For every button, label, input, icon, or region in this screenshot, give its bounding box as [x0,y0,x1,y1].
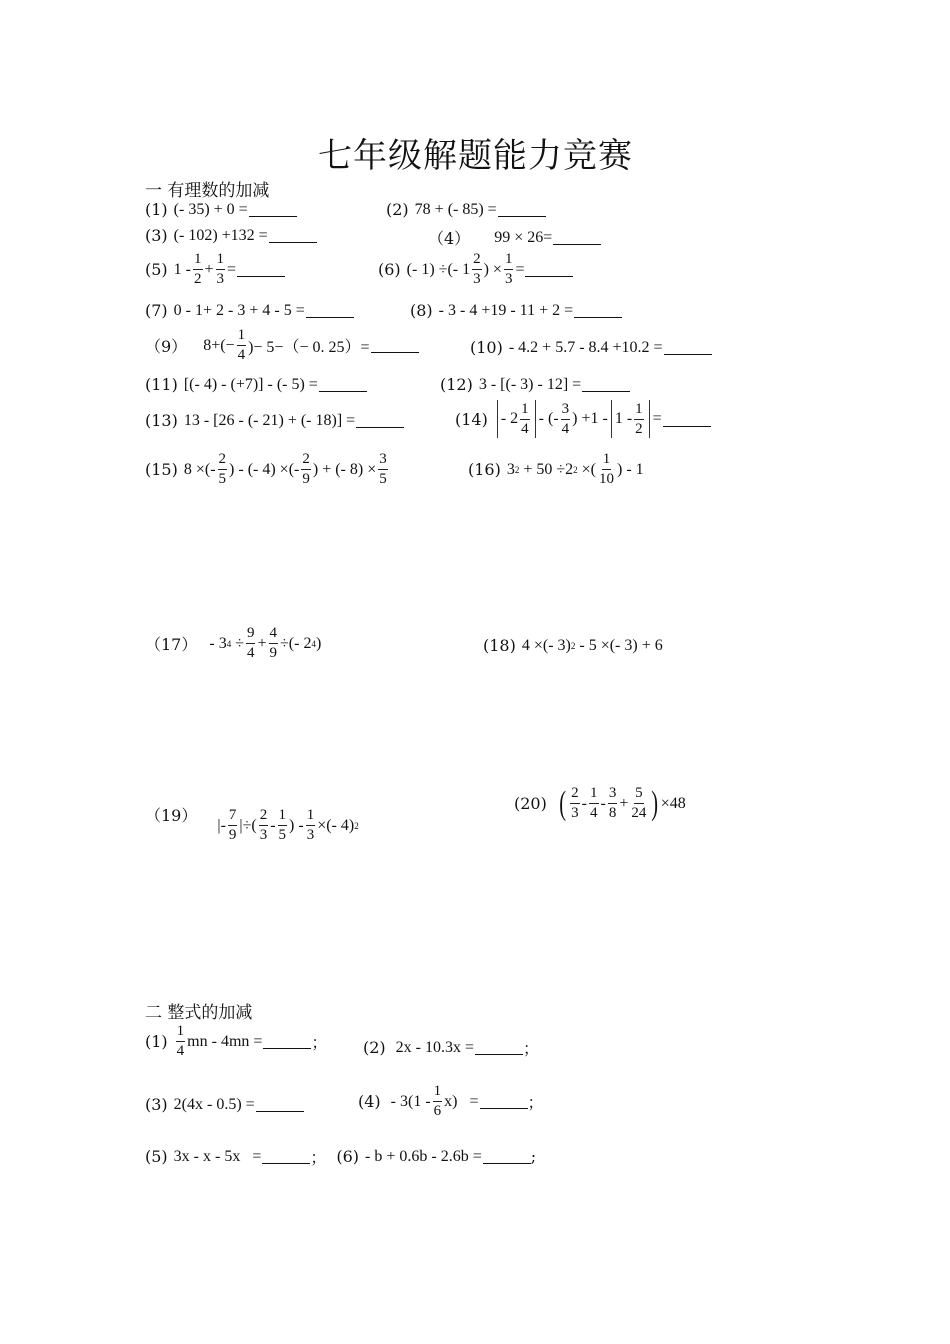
expr-part: - 3 [209,634,227,652]
problem-1-9 [145,328,419,363]
problem-expression [217,808,358,843]
problem-1-20 [514,786,686,821]
problem-expression: (- 35) + 0 = [173,200,248,218]
expr-part: 3 [506,460,515,478]
problem-number: (4) [358,1092,381,1111]
problem-1-7 [145,301,354,320]
denominator: 2 [194,271,202,287]
denominator: 3 [571,805,579,821]
denominator: 4 [561,420,570,437]
problem-2-2 [363,1036,539,1059]
problem-number: (1) [145,200,168,219]
numerator: 1 [278,808,288,826]
expr-part: 8 ×(- [183,460,216,478]
expr-part: 8+(− [203,336,235,354]
expr-part: x) = [444,1092,479,1110]
problem-number: (1) [145,1032,168,1051]
problem-expression: 3 - [(- 3) - 12] = [478,375,582,393]
expr-part: 1 - [173,260,191,278]
expr-part: = [652,410,662,427]
exponent: 4 [226,638,232,649]
problem-number: （9） [145,337,188,356]
problem-number: (12) [440,375,473,394]
problem-number: (7) [145,301,168,320]
problem-1-18 [483,636,663,655]
numerator: 7 [228,808,238,826]
fraction [634,402,644,437]
operator: - [600,794,606,812]
numerator: 1 [520,402,530,420]
problem-1-5 [145,252,285,287]
denominator: 9 [302,471,310,487]
expr-part: 4 ×(- 3) [521,636,571,654]
problem-1-2 [386,200,546,219]
numerator: 1 [504,252,514,270]
denominator: 3 [216,271,225,287]
problem-number: （17） [145,635,198,654]
fraction [269,626,279,661]
operator: + [619,794,629,812]
expr-part: ) - [289,816,304,834]
abs-bar [649,400,650,438]
denominator: 9 [228,827,237,843]
numerator: 2 [301,452,311,470]
problem-number: (14) [455,409,488,429]
expr-part: - 3(1 - [390,1092,431,1110]
problem-1-17 [145,626,321,661]
problem-expression [203,328,369,363]
problem-expression: (- 102) +132 = [173,226,268,244]
answer-blank[interactable] [475,1040,523,1055]
problem-number: (16) [468,460,501,479]
denominator: 3 [473,271,481,287]
numerator: 1 [433,1084,443,1102]
expr-part: |- [217,816,226,834]
problem-expression: 0 - 1+ 2 - 3 + 4 - 5 = [173,301,305,319]
denominator: 5 [218,471,227,487]
problem-2-4 [358,1084,544,1119]
problem-1-6 [378,252,573,287]
answer-blank[interactable] [256,1097,304,1112]
problem-expression: 2(4x - 0.5) = [173,1095,255,1113]
problem-expression: 13 - [26 - (- 21) + (- 18)] = [183,411,356,429]
problem-expression [184,452,390,487]
denominator: 24 [631,805,647,821]
expr-part: ÷ [235,634,244,652]
exponent: 2 [573,464,578,475]
denominator: 6 [433,1103,442,1119]
answer-blank[interactable] [664,340,712,355]
separator: ； [310,1148,327,1167]
expr-part: - (- [538,410,559,427]
expr-part: ÷(- 2 [280,634,312,652]
denominator: 9 [269,645,278,661]
section-heading-polynomial: 二 整式的加减 [145,1003,253,1023]
fraction [228,808,238,843]
numerator: 1 [176,1024,186,1042]
denominator: 3 [504,271,513,287]
numerator: 2 [218,452,228,470]
problem-number: (13) [145,411,178,430]
expr-part: + [257,634,267,652]
section-heading-rational: 一 有理数的加减 [145,181,270,201]
expr-part: ) +1 - [572,410,608,427]
fraction [589,786,599,821]
answer-blank[interactable] [574,303,622,318]
denominator: 5 [379,471,387,487]
problem-number: (11) [145,375,178,394]
problem-expression: 78 + (- 85) = [414,200,497,218]
problem-expression: 3x - x - 5x = [173,1147,262,1165]
fraction [504,252,514,287]
fraction [193,252,203,287]
problem-number: (5) [145,260,168,279]
numerator: 9 [246,626,256,644]
problem-number: (3) [145,1095,168,1114]
expr-part: ) × [483,260,502,278]
problem-1-16 [468,452,644,487]
expr-part: - 5 ×(- 3) + 6 [579,636,663,654]
fraction [218,452,228,487]
answer-blank[interactable] [237,262,285,277]
expr-part: ×( [581,460,597,478]
problem-expression [407,252,525,287]
problem-expression: - 3 - 4 +19 - 11 + 2 = [438,301,574,319]
abs-bar [535,400,536,438]
numerator: 3 [561,402,571,420]
fraction [608,786,618,821]
problem-2-5 [145,1145,536,1168]
denominator: 4 [176,1043,185,1059]
problem-number: (3) [145,226,168,245]
numerator: 1 [216,252,226,270]
separator: ； [527,1093,544,1112]
problem-number: （19） [145,806,198,825]
left-paren: ( [559,784,566,822]
problem-1-10 [470,338,712,357]
denominator: 4 [521,420,529,437]
denominator: 4 [246,645,255,661]
problem-1-13 [145,411,404,430]
answer-blank[interactable] [483,1149,531,1164]
expr-part: )− 5−（− 0. 25）= [248,339,370,356]
fraction [216,252,226,287]
fraction [306,808,316,843]
exponent: 4 [311,638,316,649]
numerator: 1 [306,808,316,826]
expr-part: = [227,260,237,278]
problem-number: (2) [386,200,409,219]
fraction [472,252,482,287]
abs-bar [497,400,498,438]
expr-part: - 2 [500,410,519,427]
fraction [259,808,269,843]
answer-blank[interactable] [356,413,404,428]
answer-blank[interactable] [480,1094,528,1109]
denominator: 3 [306,827,315,843]
problem-1-15 [145,452,390,487]
problem-number: (18) [483,636,516,655]
fraction [433,1084,443,1119]
fraction [246,626,256,661]
problem-expression [209,626,321,661]
problem-expression: - 4.2 + 5.7 - 8.4 +10.2 = [508,338,663,356]
problem-expression [557,786,686,821]
right-paren: ) [651,784,659,822]
fraction [237,328,247,363]
numerator: 3 [378,452,388,470]
problem-1-3 [145,226,317,245]
answer-blank[interactable] [498,202,546,217]
answer-blank[interactable] [582,377,630,392]
denominator: 8 [608,805,617,821]
answer-blank[interactable] [663,412,711,427]
answer-blank[interactable] [249,202,297,217]
problem-expression [522,637,663,655]
problem-1-19 [145,786,359,843]
expr-part: - [270,816,276,834]
expr-part: ) + (- 8) × [312,460,377,478]
operator: - [581,794,587,812]
fraction [301,452,311,487]
answer-blank[interactable] [319,377,367,392]
problem-expression [174,252,236,287]
fraction [278,808,288,843]
problem-expression: 2x - 10.3x = [395,1038,475,1056]
expr-part: ×(- 4) [317,816,355,834]
numerator: 4 [269,626,279,644]
problem-expression: [(- 4) - (+7)] - (- 5) = [183,375,318,393]
problem-1-11 [145,375,367,394]
problem-1-4 [428,226,601,249]
numerator: 5 [634,786,644,804]
problem-number: (10) [470,338,503,357]
problem-number: (6) [378,260,401,279]
page-title: 七年级解题能力竞赛 [318,136,633,176]
expr-part: ) - (- 4) ×(- [229,460,300,478]
problem-2-3 [145,1095,304,1114]
exponent: 2 [354,820,359,831]
numerator: 2 [472,252,482,270]
answer-blank[interactable] [306,303,354,318]
separator: ; [530,1147,537,1166]
numerator: 1 [237,328,247,346]
denominator: 4 [590,805,598,821]
exponent: 2 [570,640,576,651]
problem-2-1 [145,1024,327,1059]
problem-1-14 [455,400,711,438]
answer-blank[interactable] [269,228,317,243]
abs-bar [611,400,612,438]
separator: ； [523,1039,540,1058]
exponent: 2 [514,464,520,475]
fraction [598,452,615,487]
problem-1-1 [145,200,297,219]
expr-part: |÷( [239,816,257,834]
numerator: 2 [570,786,580,804]
expr-part: ×48 [660,794,686,812]
answer-blank[interactable] [262,1149,310,1164]
denominator: 2 [635,420,643,437]
expr-part: + [204,260,214,278]
expr-part: ) [315,634,322,652]
numerator: 1 [634,402,644,420]
expr-part: mn - 4mn = [187,1032,263,1050]
denominator: 3 [259,827,268,843]
problem-expression [494,400,662,438]
numerator: 1 [602,452,612,470]
problem-number: (8) [410,301,433,320]
problem-number: （4） [428,229,471,248]
answer-blank[interactable] [371,338,419,353]
numerator: 1 [589,786,599,804]
denominator: 4 [237,347,246,363]
answer-blank[interactable] [525,262,573,277]
problem-number: (15) [145,460,178,479]
answer-blank[interactable] [553,230,601,245]
fraction [378,452,388,487]
numerator: 1 [193,252,203,270]
problem-number: (2) [363,1038,386,1057]
problem-expression: - b + 0.6b - 2.6b = [365,1147,482,1165]
problem-expression [174,1024,263,1059]
problem-expression [507,452,644,487]
problem-expression [391,1084,479,1119]
fraction [570,786,580,821]
fraction [176,1024,186,1059]
numerator: 2 [259,808,269,826]
answer-blank[interactable] [263,1034,311,1049]
expr-part: 1 - [614,410,633,427]
fraction [561,402,571,437]
expr-part: ) - 1 [617,460,644,478]
problem-1-12 [440,375,630,394]
expr-part: + 50 ÷2 [523,460,574,478]
problem-expression: 99 × 26= [494,228,553,246]
separator: ； [311,1033,328,1052]
problem-number: (6) [336,1147,360,1166]
problem-number: (5) [145,1147,168,1166]
expr-part: = [515,260,525,278]
problem-number: (20) [514,794,547,813]
denominator: 10 [599,471,615,487]
fraction [630,786,647,821]
problem-1-8 [410,301,622,320]
fraction [520,402,530,437]
expr-part: (- 1) ÷(- 1 [406,260,471,278]
numerator: 3 [608,786,618,804]
denominator: 5 [278,827,287,843]
